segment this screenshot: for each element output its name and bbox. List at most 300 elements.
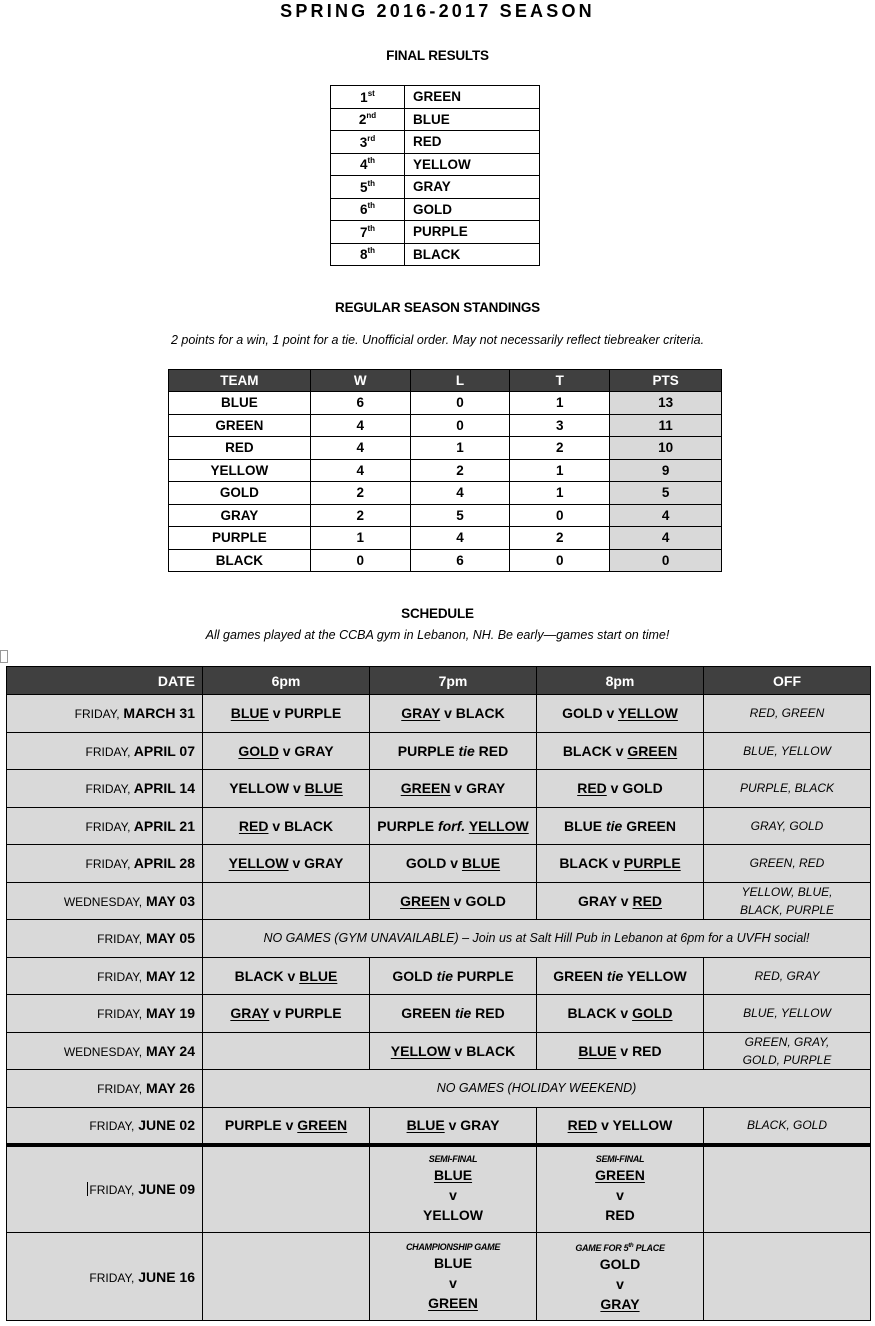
away-team: GRAY	[460, 1117, 500, 1133]
result-connector: v	[272, 705, 281, 722]
team-line	[537, 1254, 703, 1274]
weekday: FRIDAY,	[85, 782, 131, 797]
losses-cell: 2	[410, 459, 510, 482]
home-team: GREEN	[400, 892, 450, 909]
game-cell-8pm	[537, 1032, 704, 1070]
points-cell: 4	[610, 527, 722, 550]
team-line	[370, 1273, 536, 1293]
date-cell	[7, 807, 203, 845]
home-team: BLUE	[563, 817, 603, 834]
points-cell: 0	[610, 549, 722, 572]
month-day: MAY 24	[145, 1042, 195, 1059]
game-cell-6pm	[203, 770, 370, 808]
weekday: FRIDAY,	[89, 1183, 135, 1198]
losses-cell: 0	[410, 392, 510, 415]
team-line	[370, 1165, 536, 1185]
home-team: BLUE	[433, 1254, 473, 1271]
schedule-row	[7, 1032, 871, 1070]
no-games-notice: NO GAMES (GYM UNAVAILABLE) – Join us at Salt Hill Pub in Lebanon at 6pm for a UVFH social!	[203, 920, 871, 958]
result-connector: tie	[458, 742, 475, 759]
losses-cell: 4	[410, 527, 510, 550]
result-connector: tie	[605, 817, 623, 834]
schedule-row	[7, 845, 871, 883]
date-cell	[7, 732, 203, 770]
team-cell: PURPLE	[169, 527, 311, 550]
schedule-row	[7, 807, 871, 845]
schedule-row	[7, 957, 871, 995]
game-cell-8pm	[537, 1233, 704, 1321]
points-cell: 13	[610, 392, 722, 415]
standings-row	[169, 459, 722, 482]
result-connector: tie	[606, 967, 624, 984]
final-results-row	[331, 221, 540, 244]
date-cell	[7, 995, 203, 1033]
weekday: FRIDAY,	[74, 707, 120, 722]
off-teams-cell: BLUE, YELLOW	[704, 995, 871, 1033]
place-suffix: th	[367, 223, 376, 233]
weekday: FRIDAY,	[89, 1270, 135, 1285]
off-teams-cell: PURPLE, BLACK	[704, 770, 871, 808]
month-day: MAY 03	[145, 892, 195, 909]
home-team: GOLD	[599, 1255, 641, 1272]
game-cell-8pm	[537, 1107, 704, 1145]
result-connector: v	[601, 1117, 609, 1133]
ties-cell: 2	[510, 527, 610, 550]
away-team: BLACK	[284, 817, 334, 834]
place-number: 8	[359, 247, 368, 263]
off-teams-line: GREEN, GRAY,	[744, 1034, 830, 1049]
result-connector: v	[287, 967, 296, 984]
off-teams-cell	[704, 1233, 871, 1321]
place-cell	[331, 198, 405, 221]
date-cell	[7, 770, 203, 808]
place-number: 5	[359, 179, 368, 195]
result-connector: tie	[436, 967, 453, 984]
home-team: RED	[567, 1117, 598, 1133]
place-number: 4	[359, 157, 368, 173]
game-cell-8pm	[537, 807, 704, 845]
weekday: WEDNESDAY,	[63, 1044, 143, 1059]
home-team: GRAY	[577, 892, 617, 909]
away-team: GRAY	[304, 855, 344, 872]
wins-cell: 6	[310, 392, 410, 415]
final-results-row	[331, 176, 540, 199]
month-day: APRIL 14	[133, 780, 195, 797]
away-team: GREEN	[428, 1294, 478, 1311]
team-cell: GOLD	[169, 482, 311, 505]
standings-row	[169, 392, 722, 415]
result-connector: v	[282, 742, 291, 759]
away-team: RED	[478, 742, 509, 759]
losses-cell: 0	[410, 414, 510, 437]
col-off: OFF	[704, 667, 871, 695]
wins-cell: 4	[310, 459, 410, 482]
home-team: GREEN	[553, 967, 604, 984]
home-team: BLUE	[406, 1117, 445, 1133]
col-wins: W	[310, 370, 410, 392]
result-connector: v	[620, 1005, 629, 1022]
result-connector: v	[616, 1187, 624, 1204]
result-connector: forf.	[437, 817, 466, 834]
place-cell	[331, 176, 405, 199]
schedule-row	[7, 995, 871, 1033]
team-line	[537, 1294, 703, 1314]
game-cell-7pm	[370, 882, 537, 920]
month-day: APRIL 07	[133, 742, 195, 759]
month-day: JUNE 16	[138, 1268, 195, 1285]
date-cell	[7, 1233, 203, 1321]
game-cell-8pm	[537, 695, 704, 733]
home-team: PURPLE	[224, 1117, 282, 1133]
schedule-row	[7, 1070, 871, 1108]
losses-cell: 6	[410, 549, 510, 572]
home-team: GOLD	[392, 967, 433, 984]
away-team: YELLOW	[612, 1117, 673, 1133]
game-cell-6pm	[203, 695, 370, 733]
schedule-row	[7, 770, 871, 808]
game-cell-7pm	[370, 957, 537, 995]
result-connector: v	[449, 1187, 457, 1204]
place-number: 3	[359, 134, 368, 150]
away-team: GOLD	[622, 780, 663, 797]
col-6pm: 6pm	[203, 667, 370, 695]
off-teams-cell	[704, 882, 871, 920]
ties-cell: 0	[510, 504, 610, 527]
result-connector: v	[272, 817, 281, 834]
result-connector: v	[292, 780, 301, 797]
place-suffix: nd	[366, 111, 377, 121]
team-line	[537, 1274, 703, 1294]
game-cell-6pm	[203, 1233, 370, 1321]
game-cell-6pm	[203, 845, 370, 883]
date-cell	[7, 920, 203, 958]
weekday: FRIDAY,	[85, 857, 131, 872]
points-cell: 10	[610, 437, 722, 460]
points-cell: 4	[610, 504, 722, 527]
standings-note: 2 points for a win, 1 point for a tie. Unofficial order. May not necessarily reflect tiebreaker criteria.	[170, 333, 705, 347]
result-connector: tie	[454, 1005, 472, 1022]
label-text: GAME FOR 5	[575, 1242, 629, 1253]
result-connector: v	[285, 1117, 294, 1133]
col-ties: T	[510, 370, 610, 392]
date-cell	[7, 1107, 203, 1145]
away-team: RED	[632, 1042, 662, 1059]
off-teams-cell: GREEN, RED	[704, 845, 871, 883]
game-cell-7pm	[370, 1145, 537, 1233]
game-type-label: SEMI-FINAL	[595, 1154, 645, 1165]
result-connector: v	[453, 892, 462, 909]
place-cell	[331, 221, 405, 244]
team-cell: RED	[169, 437, 311, 460]
game-cell-8pm	[537, 845, 704, 883]
schedule-table	[6, 666, 871, 1321]
team-line	[370, 1293, 536, 1313]
schedule-row	[7, 1233, 871, 1321]
points-cell: 9	[610, 459, 722, 482]
team-cell: BLUE	[405, 108, 540, 131]
date-cell	[7, 882, 203, 920]
home-team: GRAY	[401, 705, 441, 722]
team-line	[370, 1185, 536, 1205]
game-cell-8pm	[537, 1145, 704, 1233]
standings-heading: REGULAR SEASON STANDINGS	[335, 300, 540, 315]
weekday: FRIDAY,	[89, 1119, 135, 1133]
month-day: JUNE 09	[138, 1181, 195, 1198]
standings-row	[169, 437, 722, 460]
game-cell-7pm	[370, 845, 537, 883]
team-line	[537, 1185, 703, 1205]
home-team: BLACK	[562, 742, 612, 759]
place-number: 2	[358, 112, 367, 128]
place-cell	[331, 131, 405, 154]
col-7pm: 7pm	[370, 667, 537, 695]
home-team: PURPLE	[397, 742, 455, 759]
final-results-row	[331, 108, 540, 131]
game-type-label	[537, 1240, 703, 1254]
place-cell	[331, 243, 405, 266]
game-cell-7pm	[370, 1107, 537, 1145]
result-connector: v	[448, 1117, 457, 1133]
no-games-notice: NO GAMES (HOLIDAY WEEKEND)	[203, 1070, 871, 1108]
away-team: BLACK	[466, 1042, 516, 1059]
ties-cell: 3	[510, 414, 610, 437]
home-team: GREEN	[595, 1167, 645, 1184]
label-suffix: th	[628, 1242, 634, 1249]
team-cell: GREEN	[405, 86, 540, 109]
result-connector: v	[444, 705, 452, 722]
schedule-row	[7, 1145, 871, 1233]
losses-cell: 5	[410, 504, 510, 527]
col-points: PTS	[610, 370, 722, 392]
home-team: BLACK	[234, 967, 284, 984]
off-teams-line: YELLOW, BLUE,	[741, 884, 833, 899]
game-type-label: SEMI-FINAL	[428, 1154, 478, 1165]
month-day: APRIL 21	[133, 817, 195, 834]
place-suffix: th	[367, 156, 376, 166]
away-team: GRAY	[466, 780, 506, 797]
standings-row	[169, 549, 722, 572]
col-team: TEAM	[169, 370, 311, 392]
schedule-row	[7, 920, 871, 958]
schedule-row	[7, 695, 871, 733]
home-team: BLUE	[433, 1167, 473, 1184]
place-suffix: th	[367, 201, 376, 211]
away-team: BLUE	[299, 967, 338, 984]
place-cell	[331, 108, 405, 131]
place-number: 7	[359, 224, 368, 240]
final-results-row	[331, 198, 540, 221]
result-connector: v	[615, 742, 624, 759]
game-cell-8pm	[537, 882, 704, 920]
game-cell-6pm	[203, 882, 370, 920]
away-team: RED	[605, 1207, 635, 1224]
game-cell-7pm	[370, 770, 537, 808]
date-cell	[7, 695, 203, 733]
weekday: FRIDAY,	[97, 1082, 143, 1097]
label-text: PLACE	[633, 1242, 665, 1253]
away-team: RED	[475, 1005, 505, 1022]
col-losses: L	[410, 370, 510, 392]
wins-cell: 2	[310, 504, 410, 527]
away-team: YELLOW	[423, 1207, 483, 1224]
team-cell: GRAY	[169, 504, 311, 527]
away-team: BLACK	[455, 705, 505, 722]
game-cell-8pm	[537, 995, 704, 1033]
result-connector: v	[606, 705, 615, 722]
away-team: GOLD	[632, 1005, 673, 1022]
game-cell-6pm	[203, 1145, 370, 1233]
place-number: 6	[359, 202, 368, 218]
final-results-row	[331, 131, 540, 154]
team-cell: GRAY	[405, 176, 540, 199]
team-line	[370, 1253, 536, 1273]
home-team: GRAY	[230, 1005, 270, 1022]
losses-cell: 1	[410, 437, 510, 460]
game-cell-8pm	[537, 770, 704, 808]
home-team: RED	[577, 780, 607, 797]
date-cell	[7, 1145, 203, 1233]
weekday: FRIDAY,	[97, 932, 143, 947]
date-cell	[7, 1032, 203, 1070]
weekday: FRIDAY,	[85, 744, 131, 759]
away-team: BLUE	[304, 780, 343, 797]
ties-cell: 1	[510, 459, 610, 482]
game-cell-7pm	[370, 995, 537, 1033]
away-team: GRAY	[600, 1295, 640, 1312]
off-teams-cell: GRAY, GOLD	[704, 807, 871, 845]
off-teams-line: BLACK, PURPLE	[739, 902, 835, 917]
team-line	[370, 1205, 536, 1225]
home-team: YELLOW	[229, 780, 290, 797]
team-cell: BLACK	[405, 243, 540, 266]
points-cell: 5	[610, 482, 722, 505]
table-move-handle-icon[interactable]	[0, 650, 8, 663]
schedule-row	[7, 732, 871, 770]
result-connector: v	[450, 855, 459, 872]
result-connector: v	[612, 855, 620, 872]
date-cell	[7, 845, 203, 883]
away-team: PURPLE	[456, 967, 514, 984]
home-team: GOLD	[562, 705, 603, 722]
game-cell-8pm	[537, 957, 704, 995]
home-team: BLUE	[578, 1042, 617, 1059]
place-suffix: rd	[367, 133, 376, 143]
away-team: GREEN	[297, 1117, 348, 1133]
home-team: RED	[238, 817, 269, 834]
schedule-row	[7, 882, 871, 920]
result-connector: v	[454, 1042, 463, 1059]
off-teams-cell: BLUE, YELLOW	[704, 732, 871, 770]
month-day: MARCH 31	[123, 705, 195, 722]
points-cell: 11	[610, 414, 722, 437]
place-number: 1	[360, 89, 368, 105]
game-cell-6pm	[203, 995, 370, 1033]
game-cell-6pm	[203, 732, 370, 770]
place-suffix: st	[367, 88, 375, 98]
home-team: GOLD	[405, 855, 447, 872]
away-team: GRAY	[294, 742, 334, 759]
home-team: BLACK	[567, 1005, 617, 1022]
away-team: PURPLE	[623, 855, 681, 872]
wins-cell: 1	[310, 527, 410, 550]
ties-cell: 1	[510, 482, 610, 505]
away-team: PURPLE	[284, 705, 342, 722]
standings-row	[169, 482, 722, 505]
away-team: RED	[632, 892, 663, 909]
team-cell: GREEN	[169, 414, 311, 437]
date-cell	[7, 1070, 203, 1108]
game-cell-7pm	[370, 1233, 537, 1321]
team-line	[537, 1205, 703, 1225]
month-day: MAY 12	[145, 967, 195, 984]
team-cell: GOLD	[405, 198, 540, 221]
col-date: DATE	[7, 667, 203, 695]
standings-table	[168, 369, 722, 572]
home-team: BLUE	[230, 705, 269, 722]
schedule-note: All games played at the CCBA gym in Lebanon, NH. Be early—games start on time!	[205, 628, 670, 642]
result-connector: v	[620, 892, 629, 909]
schedule-row	[7, 1107, 871, 1145]
weekday: FRIDAY,	[97, 969, 143, 984]
game-cell-7pm	[370, 807, 537, 845]
away-team: GREEN	[626, 817, 677, 834]
weekday: WEDNESDAY,	[63, 894, 143, 909]
home-team: GREEN	[400, 780, 451, 797]
home-team: GOLD	[238, 742, 279, 759]
result-connector: v	[273, 1005, 281, 1022]
standings-row	[169, 527, 722, 550]
place-cell	[331, 86, 405, 109]
result-connector: v	[620, 1042, 629, 1059]
result-connector: v	[616, 1275, 624, 1292]
game-cell-6pm	[203, 957, 370, 995]
wins-cell: 2	[310, 482, 410, 505]
weekday: FRIDAY,	[85, 819, 131, 834]
standings-header-row	[169, 370, 722, 392]
final-results-table	[330, 85, 540, 266]
result-connector: v	[292, 855, 301, 872]
month-day: APRIL 28	[133, 855, 195, 872]
result-connector: v	[454, 780, 463, 797]
date-cell	[7, 957, 203, 995]
place-suffix: th	[367, 178, 376, 188]
schedule-header-row	[7, 667, 871, 695]
wins-cell: 0	[310, 549, 410, 572]
standings-row	[169, 504, 722, 527]
standings-row	[169, 414, 722, 437]
home-team: YELLOW	[390, 1042, 451, 1059]
result-connector: v	[610, 780, 619, 797]
away-team: YELLOW	[468, 817, 529, 834]
team-cell: BLUE	[169, 392, 311, 415]
away-team: YELLOW	[626, 967, 687, 984]
team-cell: RED	[405, 131, 540, 154]
home-team: BLACK	[559, 855, 609, 872]
home-team: GREEN	[401, 1005, 452, 1022]
off-teams-cell	[704, 1032, 871, 1070]
off-teams-line: GOLD, PURPLE	[742, 1052, 832, 1067]
home-team: PURPLE	[377, 817, 435, 834]
game-cell-6pm	[203, 1032, 370, 1070]
final-results-row	[331, 86, 540, 109]
team-cell: PURPLE	[405, 221, 540, 244]
off-teams-cell	[704, 1145, 871, 1233]
team-line	[537, 1165, 703, 1185]
ties-cell: 0	[510, 549, 610, 572]
col-8pm: 8pm	[537, 667, 704, 695]
home-team: YELLOW	[228, 855, 289, 872]
game-cell-8pm	[537, 732, 704, 770]
